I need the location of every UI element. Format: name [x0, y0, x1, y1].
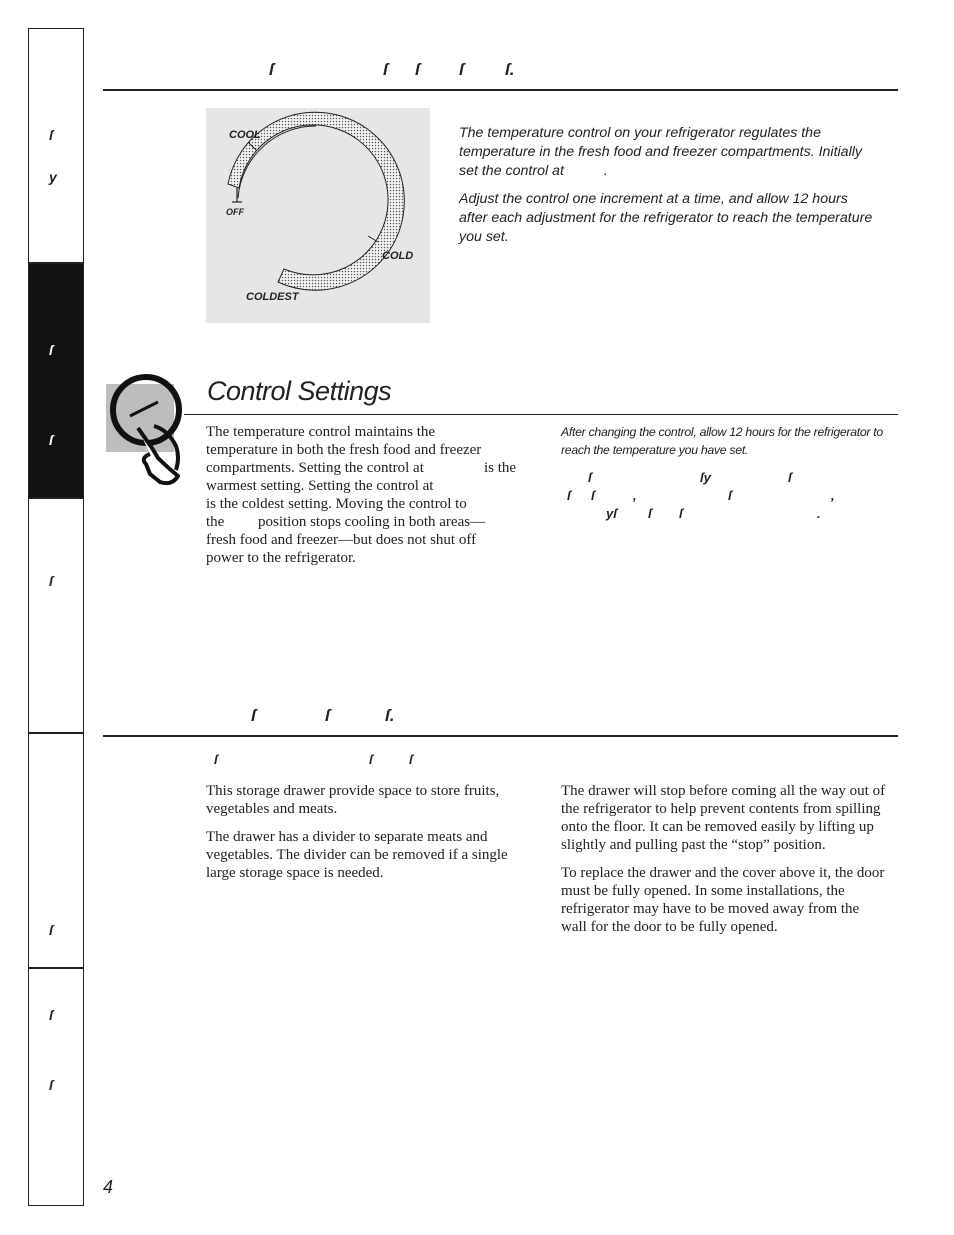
- text-glyph: ,: [633, 488, 637, 503]
- section-header-temperature: [103, 60, 898, 91]
- text-line: the: [206, 514, 225, 530]
- sidebar-tab-1[interactable]: [29, 29, 83, 264]
- drawer-right-column: [561, 782, 887, 946]
- header-glyph: ſ: [415, 60, 420, 79]
- text-line: compartments. Setting the control at: [206, 460, 424, 476]
- drawer-subheader: [206, 752, 506, 772]
- text-glyph: ſ: [788, 470, 792, 485]
- text-glyph: ſ: [369, 752, 373, 767]
- tab-glyph: ſ: [49, 432, 53, 448]
- sidebar-tab-2-active[interactable]: [29, 264, 83, 499]
- text-glyph: ſ: [728, 488, 732, 503]
- text-glyph: ſ: [591, 488, 595, 503]
- text-glyph: ſ: [567, 488, 571, 503]
- text-glyph: ſy: [700, 470, 711, 485]
- text-line-suffix: is the: [484, 460, 517, 476]
- section-header-drawer: [103, 706, 898, 737]
- text-glyph: ,: [831, 488, 835, 503]
- text-line: warmest setting. Setting the control at: [206, 478, 434, 494]
- text-glyph: ſ: [409, 752, 413, 767]
- header-glyph: ſ: [269, 60, 274, 79]
- control-settings-note: After changing the control, allow 12 hours for the refrigerator to reach the temperature you have set.: [561, 425, 883, 457]
- temperature-dial-panel: [206, 108, 430, 323]
- tab-glyph: y: [49, 169, 57, 185]
- drawer-paragraph-3: The drawer will stop before coming all the way out of the refrigerator to help prevent contents from spilling onto the floor. It can be removed easily by lifting up slightly and pulling past the “stop” position.: [561, 783, 886, 853]
- tab-glyph: ſ: [49, 922, 53, 938]
- drawer-paragraph-2: The drawer has a divider to separate meats and vegetables. The divider can be removed if a single large storage space is needed.: [206, 829, 508, 881]
- dial-label-cold: COLD: [382, 250, 414, 262]
- header-glyph: ſ: [251, 706, 256, 725]
- sidebar-tab-5[interactable]: [29, 969, 83, 1205]
- dial-label-cool: COOL: [229, 129, 261, 141]
- dial-label-coldest: COLDEST: [246, 291, 299, 303]
- text-glyph: ſ: [214, 752, 218, 767]
- text-line: is the coldest setting. Moving the control to: [206, 496, 467, 512]
- text-line-with-gap: [206, 459, 524, 477]
- text-glyph: ſ: [679, 506, 683, 521]
- tab-glyph: ſ: [49, 1007, 53, 1023]
- header-glyph: ſ: [459, 60, 464, 79]
- tab-glyph: ſ: [49, 1077, 53, 1093]
- text-glyph: .: [817, 506, 821, 521]
- sidebar-tab-3[interactable]: [29, 499, 83, 734]
- drawer-left-column: [206, 782, 530, 892]
- intro-paragraph-2: Adjust the control one increment at a time, and allow 12 hours after each adjustment for the refrigerator to reach the temperature you set.: [459, 191, 873, 245]
- text-line-with-gap: [206, 513, 524, 531]
- text-glyph: ſ: [588, 470, 592, 485]
- tab-glyph: ſ: [49, 342, 53, 358]
- hand-turning-knob-icon: [106, 366, 196, 492]
- header-glyph: ſ.: [505, 60, 515, 79]
- text-line: fresh food and freezer—but does not shut off: [206, 532, 477, 548]
- control-settings-left-column: [206, 423, 524, 567]
- control-settings-fragments: [561, 470, 897, 524]
- text-line: power to the refrigerator.: [206, 550, 356, 566]
- intro-paragraph-1-text: The temperature control on your refrigerator regulates the temperature in the fresh food and freezer compartments. Initially set the control at: [459, 125, 862, 179]
- control-settings-title: Control Settings: [207, 376, 392, 406]
- text-glyph: ſ: [648, 506, 652, 521]
- dial-label-off: OFF: [226, 207, 244, 217]
- page-number: 4: [103, 1177, 114, 1197]
- text-glyph: yſ: [606, 506, 617, 521]
- intro-text: [459, 124, 879, 247]
- header-glyph: ſ: [325, 706, 330, 725]
- tab-glyph: ſ: [49, 127, 53, 143]
- control-settings-rule: [184, 414, 898, 415]
- drawer-paragraph-1: This storage drawer provide space to store fruits, vegetables and meats.: [206, 783, 500, 817]
- sidebar-tab-4[interactable]: [29, 734, 83, 969]
- text-line: The temperature control maintains the: [206, 424, 436, 440]
- tab-glyph: ſ: [49, 573, 53, 589]
- text-line-suffix: position stops cooling in both areas—: [258, 514, 486, 530]
- drawer-paragraph-4: To replace the drawer and the cover above it, the door must be fully opened. In some installations, the refrigerator may have to be moved away from the wall for the door to be fully opened.: [561, 865, 885, 935]
- header-glyph: ſ: [383, 60, 388, 79]
- text-line: temperature in both the fresh food and freezer: [206, 442, 482, 458]
- sidebar-tabs: [28, 28, 84, 1206]
- intro-paragraph-1: The temperature control on your refrigerator regulates the temperature in the fresh food and freezer compartments. Initially set the control at .: [459, 125, 862, 179]
- header-glyph: ſ.: [385, 706, 395, 725]
